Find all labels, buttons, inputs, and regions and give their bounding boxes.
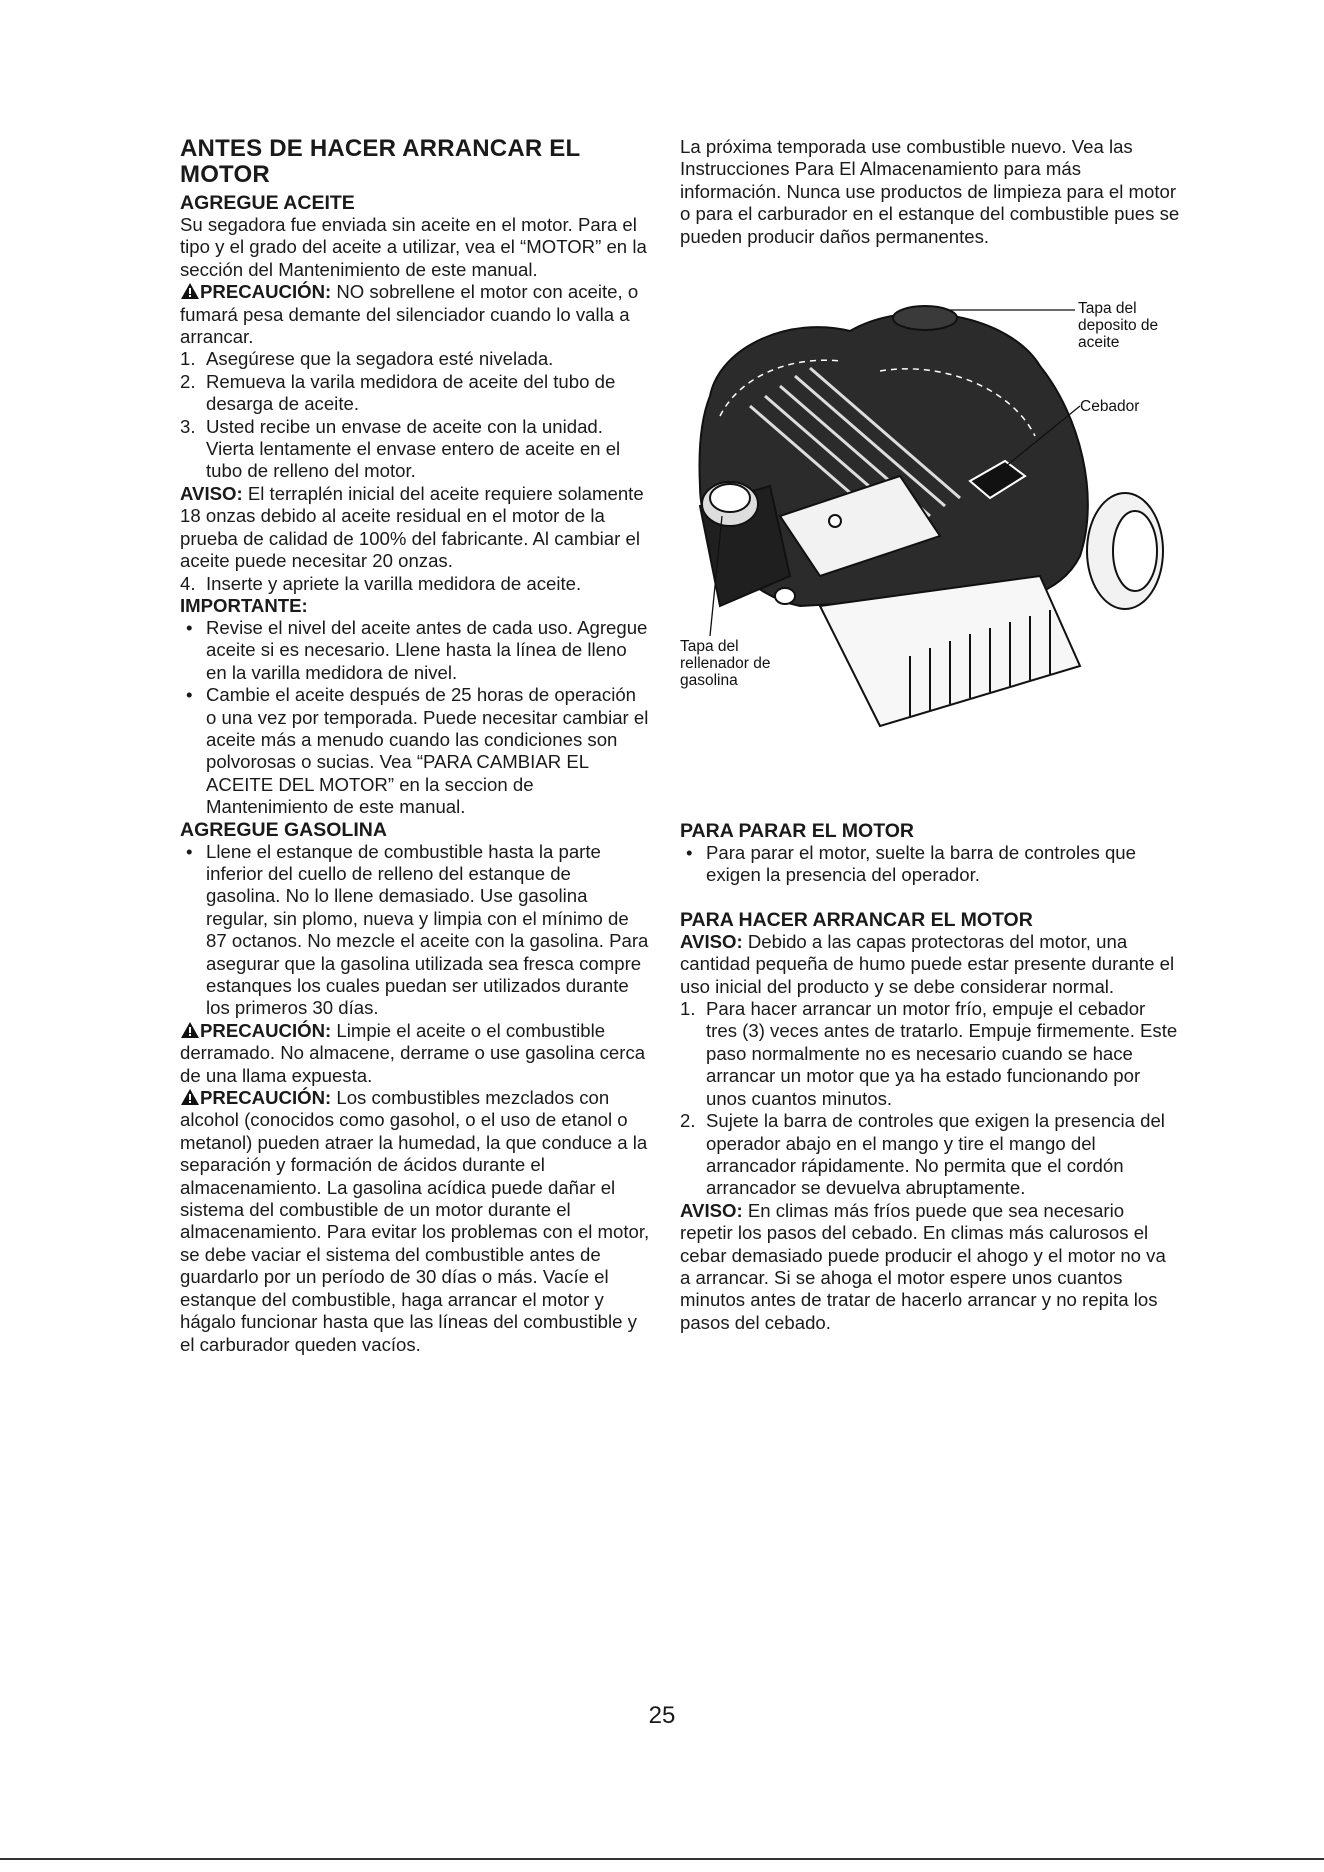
important-label: IMPORTANTE: — [180, 594, 308, 616]
label-fuel-cap: Tapa del rellenador de gasolina — [680, 638, 771, 690]
engine-figure — [680, 276, 1180, 776]
notice-cold-climate — [680, 1200, 1180, 1334]
label-oil-cap: Tapa del deposito de aceite — [1078, 300, 1159, 352]
notice-oil — [180, 483, 650, 573]
caution-text: NO sobrellene el motor con aceite, o fumará pesa demante del silenciador cuando lo valla a arrancar. — [180, 281, 639, 348]
list-item — [680, 998, 1180, 1110]
important-list — [180, 617, 650, 819]
warning-icon — [180, 1088, 200, 1106]
caution-label: PRECAUCIÓN: — [200, 1087, 332, 1109]
step-text: Inserte y apriete la varilla medidora de aceite. — [206, 572, 582, 594]
oil-heading: AGREGUE ACEITE — [180, 192, 355, 214]
list-item — [180, 348, 650, 370]
caution-text: Limpie el aceite o el combustible derramado. No almacene, derrame o use gasolina cerca de una llama expuesta. — [180, 1019, 646, 1086]
start-steps — [680, 998, 1180, 1200]
notice-label: AVISO: — [180, 482, 243, 504]
notice-smoke — [680, 931, 1180, 998]
caution-label: PRECAUCIÓN: — [200, 281, 332, 303]
warning-icon — [180, 1021, 200, 1039]
list-item — [180, 841, 650, 1020]
bullet-text: Llene el estanque de combustible hasta la parte inferior del cuello de relleno del estanque de gasolina. No lo llene demasiado. Use gasolina regular, sin plomo, nueva y limpia con el mínimo de 87 octanos. No mezcle el aceite con la gasolina. Para asegurar que la gasolina utilizada sea fresca compre estanques los cuales puedan ser utilizados durante los primeros 30 días. — [206, 840, 649, 1019]
bullet: • — [186, 684, 193, 706]
warning-icon — [180, 282, 200, 300]
bullet-text: Para parar el motor, suelte la barra de controles que exigen la presencia del operador. — [706, 842, 1136, 886]
gas-heading: AGREGUE GASOLINA — [180, 818, 387, 841]
notice-text: Debido a las capas protectoras del motor, una cantidad pequeña de humo puede estar presente durante el uso inicial del producto y se debe considerar normal. — [680, 930, 1175, 997]
list-item — [180, 573, 650, 595]
list-item — [680, 1110, 1180, 1200]
bullet: • — [186, 616, 193, 638]
step-number: 4. — [180, 572, 196, 594]
step-text: Usted recibe un envase de aceite con la unidad. Vierta lentamente el envase entero de aceite en el tubo de relleno del motor. — [206, 415, 621, 482]
notice-label: AVISO: — [680, 1199, 743, 1221]
step-number: 3. — [180, 415, 196, 437]
start-heading: PARA HACER ARRANCAR EL MOTOR — [680, 908, 1033, 931]
caution-label: PRECAUCIÓN: — [200, 1019, 332, 1041]
section-title: ANTES DE HACER ARRANCAR EL MOTOR — [180, 135, 580, 188]
step-number: 1. — [680, 998, 696, 1020]
caution-spill — [180, 1020, 650, 1087]
step-number: 2. — [680, 1110, 696, 1132]
stop-list — [680, 842, 1180, 887]
storage-intro: La próxima temporada use combustible nuevo. Vea las Instrucciones Para El Almacenamiento para más información. Nunca use productos de limpieza para el motor o para el carburador en el estanque del combustible pues se pueden producir daños permanentes. — [680, 136, 1180, 247]
step-number: 1. — [180, 348, 196, 370]
notice-text: El terraplén inicial del aceite requiere solamente 18 onzas debido al aceite residual en el motor de la prueba de calidad de 100% del fabricante. Al cambiar el aceite puede necesitar 20 onzas. — [180, 482, 644, 572]
caution-text: Los combustibles mezclados con alcohol (conocidos como gasohol, o el uso de etanol o metanol) pueden atraer la humedad, la que conduce a la separación y formación de ácidos durante el almacenamiento. La gasolina acídica puede dañar el sistema del combustible de un motor durante el almacenamiento. Para evitar los problemas con el motor, se debe vaciar el sistema del combustible antes de guardarlo por un período de 30 días o más. Vacíe el estanque del combustible, haga arrancar el motor y hágalo funcionar hasta que las líneas del combustible y el carburador queden vacíos. — [180, 1087, 650, 1355]
list-item — [180, 684, 650, 818]
spacer — [680, 887, 1180, 909]
oil-intro: Su segadora fue enviada sin aceite en el motor. Para el tipo y el grado del aceite a utilizar, vea el “MOTOR” en la sección del Mantenimiento de este manual. — [180, 214, 647, 280]
gas-list — [180, 841, 650, 1020]
notice-label: AVISO: — [680, 930, 743, 952]
oil-steps — [180, 348, 650, 482]
bullet: • — [186, 840, 193, 862]
label-primer: Cebador — [1080, 398, 1140, 416]
bullet-text: Cambie el aceite después de 25 horas de operación o una vez por temporada. Puede necesitar cambiar el aceite más a menudo cuando las condiciones son polvorosas o sucias. Vea “PARA CAMBIAR EL ACEITE DEL MOTOR” en la seccion de Mantenimiento de este manual. — [206, 684, 649, 818]
list-item — [180, 416, 650, 483]
caution-alcohol-fuel — [180, 1087, 650, 1356]
list-item — [180, 371, 650, 416]
step-number: 2. — [180, 370, 196, 392]
bottom-rule — [0, 1858, 1324, 1860]
step-text: Asegúrese que la segadora esté nivelada. — [206, 348, 554, 370]
engine-illustration — [680, 276, 1180, 776]
list-item — [180, 617, 650, 684]
caution-oil — [180, 281, 650, 348]
right-column — [680, 136, 1180, 1334]
page-number: 25 — [648, 1702, 676, 1729]
bullet-text: Revise el nivel del aceite antes de cada uso. Agregue aceite si es necesario. Llene hasta la línea de lleno en la varilla medidora de nivel. — [206, 616, 648, 683]
step-text: Para hacer arrancar un motor frío, empuje el cebador tres (3) veces antes de tratarlo. Empuje firmemente. Este paso normalmente no es necesario cuando se hace arrancar un motor que ya ha estado funcionando por unos cuantos minutos. — [706, 998, 1178, 1109]
bullet: • — [686, 842, 693, 864]
notice-text: En climas más fríos puede que sea necesario repetir los pasos del cebado. En climas más calurosos el cebar demasiado puede producir el ahogo y el motor no va a arrancar. Si se ahoga el motor espere unos cuantos minutos antes de tratar de hacerlo arrancar y no repita los pasos del cebado. — [680, 1199, 1166, 1333]
left-column — [180, 136, 650, 1356]
step-text: Sujete la barra de controles que exigen la presencia del operador abajo en el mango y tire el mango del arrancador rápidamente. No permita que el cordón arrancador se devuelva abruptamente. — [706, 1110, 1165, 1199]
step-text: Remueva la varila medidora de aceite del tubo de desarga de aceite. — [206, 370, 616, 415]
stop-heading: PARA PARAR EL MOTOR — [680, 820, 915, 843]
list-item — [680, 842, 1180, 887]
